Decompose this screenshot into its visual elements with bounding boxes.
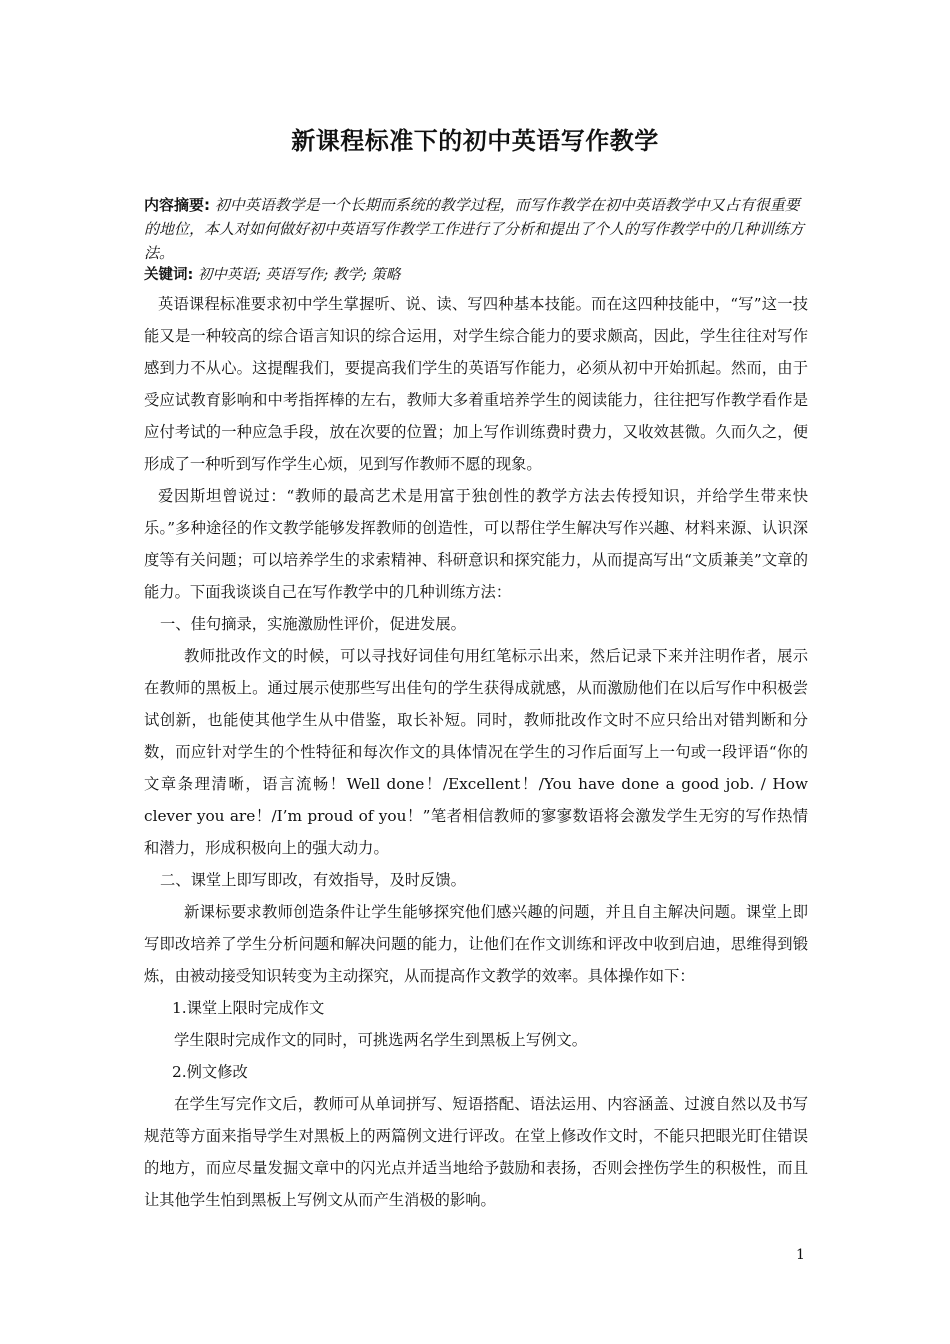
keywords-text: 初中英语; 英语写作; 教学; 策略 (193, 267, 401, 283)
paragraph: 在学生写完作文后，教师可从单词拼写、短语搭配、语法运用、内容涵盖、过渡自然以及书写规范等方面来指导学生对黑板上的两篇例文进行评改。在堂上修改作文时，不能只把眼光盯住错误的地方，而应尽量发掘文章中的闪光点并适当地给予鼓励和表扬，否则会挫伤学生的积极性，而且让其他学生怕到黑板上写例文从而产生消极的影响。 (144, 1095, 808, 1209)
keywords-label: 关键词: (144, 267, 194, 283)
paragraph: 教师批改作文的时候，可以寻找好词佳句用红笔标示出来，然后记录下来并注明作者，展示在教师的黑板上。通过展示使那些写出佳句的学生获得成就感，从而激励他们在以后写作中积极尝试创新，也能使其他学生从中借鉴，取长补短。同时，教师批改作文时不应只给出对错判断和分数，而应针对学生的个性特征和每次作文的具体情况在学生的习作后面写上一句或一段评语“你的文章条理清晰，语言流畅！Well done！/Excellent！/You have done a good job. / How clever you are！/I’m proud of you！”笔者相信教师的寥寥数语将会激发学生无穷的写作热情和潜力，形成积极向上的强大动力。 (144, 647, 808, 857)
paragraph: 学生限时完成作文的同时，可挑选两名学生到黑板上写例文。 (174, 1031, 588, 1049)
subsection-heading: 1.课堂上限时完成作文 (172, 999, 325, 1017)
abstract (144, 193, 808, 265)
body-text (144, 288, 808, 1216)
abstract-label: 内容摘要: (144, 196, 210, 214)
abstract-text: 初中英语教学是一个长期而系统的教学过程，而写作教学在初中英语教学中又占有很重要的地位，本人对如何做好初中英语写作教学工作进行了分析和提出了个人的写作教学中的几种训练方法。 (144, 196, 805, 262)
paragraph: 英语课程标准要求初中学生掌握听、说、读、写四种基本技能。而在这四种技能中，“写”这一技能又是一种较高的综合语言知识的综合运用，对学生综合能力的要求颇高，因此，学生往往对写作感到力不从心。这提醒我们，要提高我们学生的英语写作能力，必须从初中开始抓起。然而，由于受应试教育影响和中考指挥棒的左右，教师大多着重培养学生的阅读能力，往往把写作教学看作是应付考试的一种应急手段，放在次要的位置；加上写作训练费时费力，又收效甚微。久而久之，便形成了一种听到写作学生心烦，见到写作教师不愿的现象。 (144, 295, 808, 473)
section-heading: 二、课堂上即写即改，有效指导，及时反馈。 (160, 871, 466, 889)
section-heading: 一、佳句摘录，实施激励性评价，促进发展。 (160, 615, 466, 633)
page-number: 1 (796, 1247, 805, 1263)
keywords (144, 264, 808, 286)
document-title: 新课程标准下的初中英语写作教学 (291, 127, 659, 155)
paragraph: 新课标要求教师创造条件让学生能够探究他们感兴趣的问题，并且自主解决问题。课堂上即写即改培养了学生分析问题和解决问题的能力，让他们在作文训练和评改中收到启迪，思维得到锻炼，由被动接受知识转变为主动探究，从而提高作文教学的效率。具体操作如下： (144, 903, 808, 985)
subsection-heading: 2.例文修改 (172, 1063, 248, 1081)
paragraph: 爱因斯坦曾说过：“教师的最高艺术是用富于独创性的教学方法去传授知识，并给学生带来快乐。”多种途径的作文教学能够发挥教师的创造性，可以帮住学生解决写作兴趣、材料来源、认识深度等有关问题；可以培养学生的求索精神、科研意识和探究能力，从而提高写出“文质兼美”文章的能力。下面我谈谈自己在写作教学中的几种训练方法： (144, 487, 808, 601)
